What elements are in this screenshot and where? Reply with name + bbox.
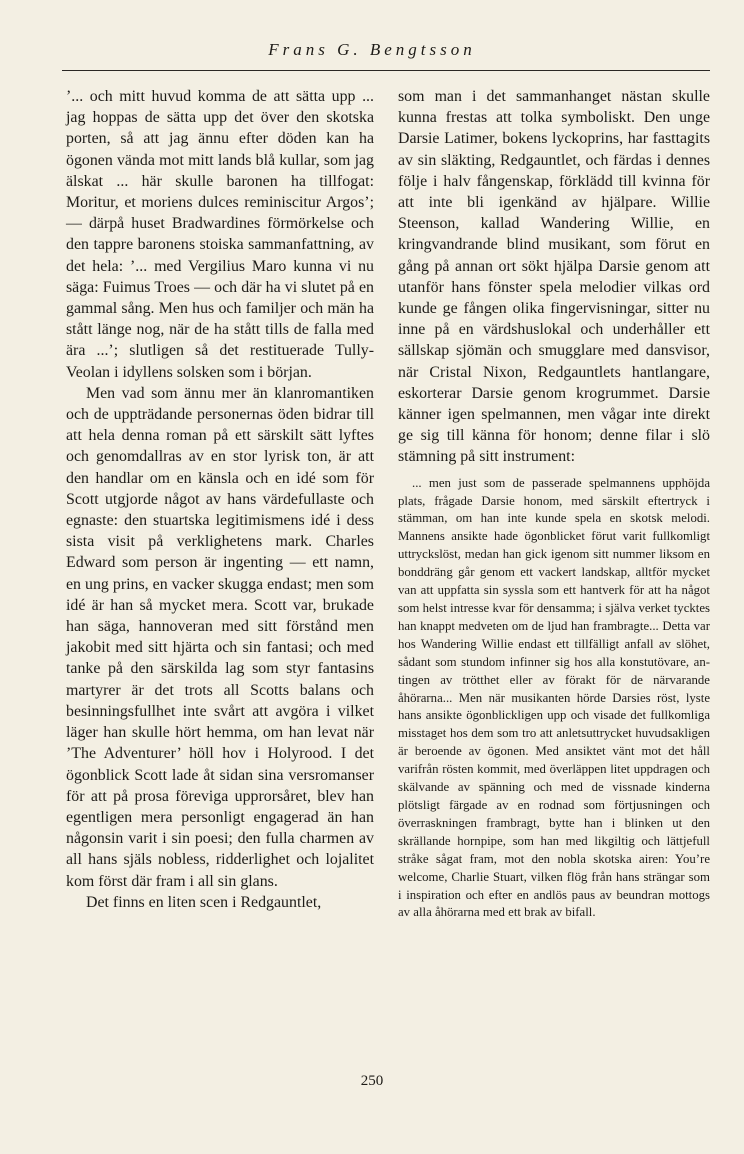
block-quote: ... men just som de passerade spelmannens upphöjda plats, frågade Darsie honom, med särskilt eftertryck i stämman, om han inte kunde spela en skotsk melodi. Mannens ansikte hade ögonblicket förut varit fullkomligt uttryckslöst, medan han gick igenom sitt nummer liksom en bonddräng går genom ett vackert landskap, alltför mycket van att uppfatta sin syssla som ett hantverk för att ha något som helst intresse kvar för densamma; i själva verket tycktes han knappt medveten om de ljud han frambragte... Detta var hos Wandering Willie endast ett tillfälligt anfall av slöhet, sådant som stundom infinner sig hos alla konstutövare, antingen av trötthet eller av förakt för de närvarande åhörarna... Men när musikanten hörde Darsies röst, lyste hans ansikte ögonblickligen upp och visade det fullkomliga misstaget hos dem som tro att anletsuttrycket huvudsakligen är beroende av ögonen. Med ansiktet vänt mot det håll varifrån rösten kommit, med överläppen litet uppdragen och skälvande av spänning och med de vissnade kinderna plötsligt färgade av en rodnad som förtjusningen och överraskningen frambragt, bytte han i blinken ut den skrällande hornpipe, som han med likgiltig och lättjefull stråke sågat fram, mot den nobla skotska airen: You’re welcome, Charlie Stuart, vilken flög från hans strängar som i inspiration och efter en andlös paus av beundran mottogs av alla åhörarna med ett brak av bifall. [398, 475, 710, 920]
running-header: Frans G. Bengtsson [268, 40, 476, 59]
page-number: 250 [360, 1073, 384, 1089]
paragraph-redgauntlet-intro: Det finns en liten scen i Redgauntlet, [86, 893, 322, 911]
header-rule [62, 70, 710, 71]
left-column [66, 86, 374, 913]
paragraph-darsie: som man i det sammanhanget nästan skulle kunna frestas att tolka symboliskt. Den unge Darsie Latimer, bokens lyckoprins, har fasttagits av sin släkting, Redgauntlet, och färdas i dennes följe i halv fångenskap, förklädd till kvinna för att inte bli igenkänd av hjälpare. Willie Steenson, kallad Wandering Willie, en kringvandrande blind musikant, som förut en gång på annan ort sökt hjälpa Darsie genom att utanför hans fönster spela melodier vilkas ord kunde ge fången olika fingervisningar, sitter nu inne på en värdshuslokal och underhåller ett sällskap sjömän och smugglare med dansvisor, när Cristal Nixon, Redgauntlets hantlangare, eskorterar Darsie genom krogrummet. Darsie känner igen spelmannen, men vågar inte direkt ge sig till känna för honom; denne filar i slö stämning på sitt instrument: [398, 88, 710, 466]
paragraph-legitimism: Men vad som ännu mer än klanromantiken och de uppträdande personernas öden bidrar till att hela denna roman på ett särskilt sätt lyftes och genomdallras av en stor lyrisk ton, är att den handlar om en känsla och en idé som för Scott utgjorde något av hans värdefullaste och egnaste: den stuartska legitimismens idé i dess sista visit på verklighetens mark. Charles Edward som person är ingenting — ett namn, en ung prins, en vacker skugga endast; men som idé är han så mycket mera. Scott var, brukade han säga, hannoveran med sitt förstånd men jakobit med sitt hjärta och sin fantasi; och med tanke på den särskilda lag som styr fantasins martyrer är det trots all Scotts balans och besinningsfullhet inte svårt att avgöra i vilket läger han skulle hört hemma, om han levat när ’The Adventurer’ höll hov i Holyrood. I det ögonblick Scott lade åt sidan sina versromanser för att på prosa föreviga upprorsåret, blev han egentligen mera personligt engagerad än han någonsin varit i sin poesi; den fulla charmen av all hans själs nobless, ridderlighet och lojalitet kom först där fram i all sin glans. [66, 384, 374, 890]
right-column [398, 86, 710, 922]
paragraph-bradwardine: ’... och mitt huvud komma de att sätta upp ... jag hoppas de sätta upp det över den skotska porten, så att jag ännu efter döden kan ha ögonen vända mot mitt lands blå kullar, som jag älskat ... här skulle baronen ha tillfogat: Moritur, et moriens dulces reminiscitur Argos’; — därpå huset Bradwardines förmörkelse och den tappre baronens stoiska sammanfattning, av det hela: ’... med Vergilius Maro kunna vi nu säga: Fuimus Troes — och där ha vi slutet på en gammal sång. Men hus och familjer och män ha stått länge nog, när de ha stått tills de falla med ära ...’; slutligen så det restituerade Tully-Veolan i idyllens solsken som i början. [66, 88, 374, 381]
